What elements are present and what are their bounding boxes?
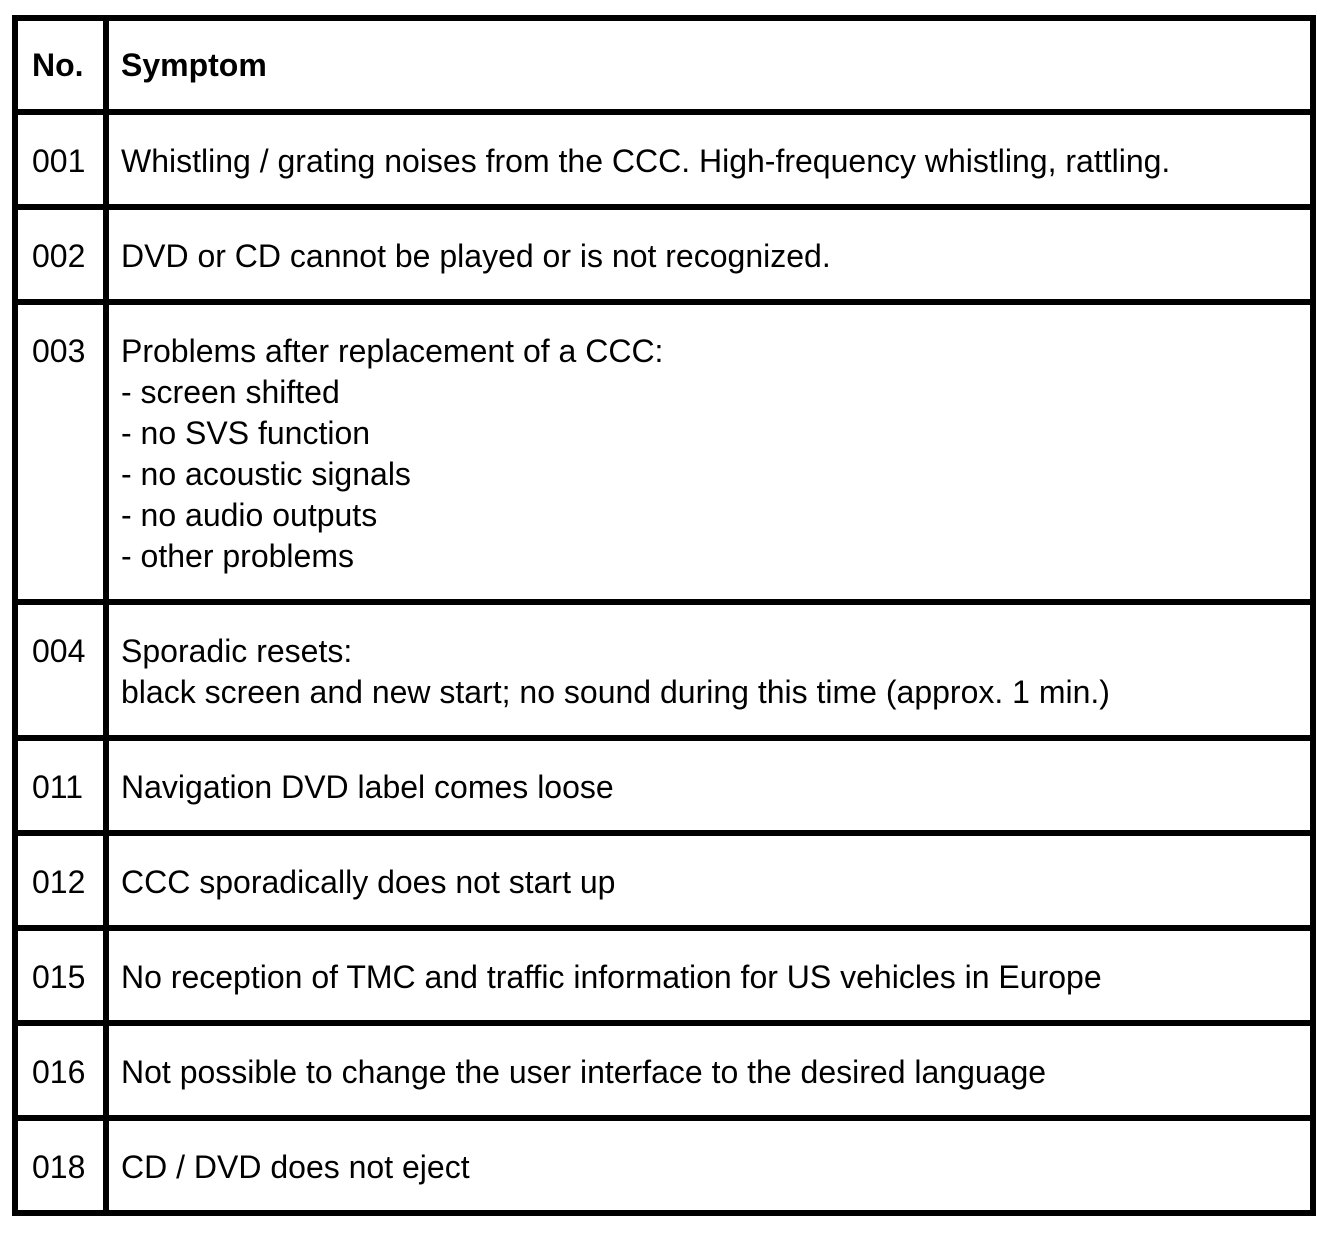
symptom-line: Problems after replacement of a CCC: (121, 333, 664, 369)
row-number: 004 (15, 602, 106, 738)
column-header-symptom: Symptom (106, 18, 1313, 112)
table-header-row (15, 18, 1313, 112)
symptom-line: CCC sporadically does not start up (121, 864, 616, 900)
row-symptom (106, 1023, 1313, 1118)
row-symptom (106, 602, 1313, 738)
symptom-line: - screen shifted (121, 374, 340, 410)
symptom-table-container (12, 15, 1310, 1216)
row-symptom (106, 1118, 1313, 1213)
symptom-table (12, 15, 1316, 1216)
symptom-line: - no acoustic signals (121, 456, 411, 492)
row-number: 012 (15, 833, 106, 928)
row-symptom (106, 833, 1313, 928)
row-number: 003 (15, 302, 106, 602)
table-row (15, 207, 1313, 302)
symptom-line: Sporadic resets: (121, 633, 353, 669)
table-row (15, 833, 1313, 928)
row-number: 002 (15, 207, 106, 302)
symptom-line: Navigation DVD label comes loose (121, 769, 614, 805)
row-number: 001 (15, 112, 106, 207)
table-row (15, 302, 1313, 602)
row-symptom (106, 738, 1313, 833)
symptom-line: DVD or CD cannot be played or is not recognized. (121, 238, 831, 274)
symptom-line: - no SVS function (121, 415, 371, 451)
table-row (15, 738, 1313, 833)
symptom-line: No reception of TMC and traffic information for US vehicles in Europe (121, 959, 1102, 995)
symptom-line: - other problems (121, 538, 354, 574)
symptom-line: Whistling / grating noises from the CCC. High-frequency whistling, rattling. (121, 143, 1171, 179)
row-symptom (106, 928, 1313, 1023)
table-row (15, 928, 1313, 1023)
column-header-no: No. (15, 18, 106, 112)
symptom-line: CD / DVD does not eject (121, 1149, 470, 1185)
row-symptom (106, 302, 1313, 602)
row-symptom (106, 112, 1313, 207)
table-row (15, 602, 1313, 738)
table-row (15, 112, 1313, 207)
symptom-line: - no audio outputs (121, 497, 378, 533)
table-row (15, 1023, 1313, 1118)
row-number: 018 (15, 1118, 106, 1213)
row-number: 016 (15, 1023, 106, 1118)
row-number: 015 (15, 928, 106, 1023)
table-row (15, 1118, 1313, 1213)
row-symptom (106, 207, 1313, 302)
symptom-line: black screen and new start; no sound during this time (approx. 1 min.) (121, 674, 1110, 710)
row-number: 011 (15, 738, 106, 833)
symptom-line: Not possible to change the user interface to the desired language (121, 1054, 1047, 1090)
